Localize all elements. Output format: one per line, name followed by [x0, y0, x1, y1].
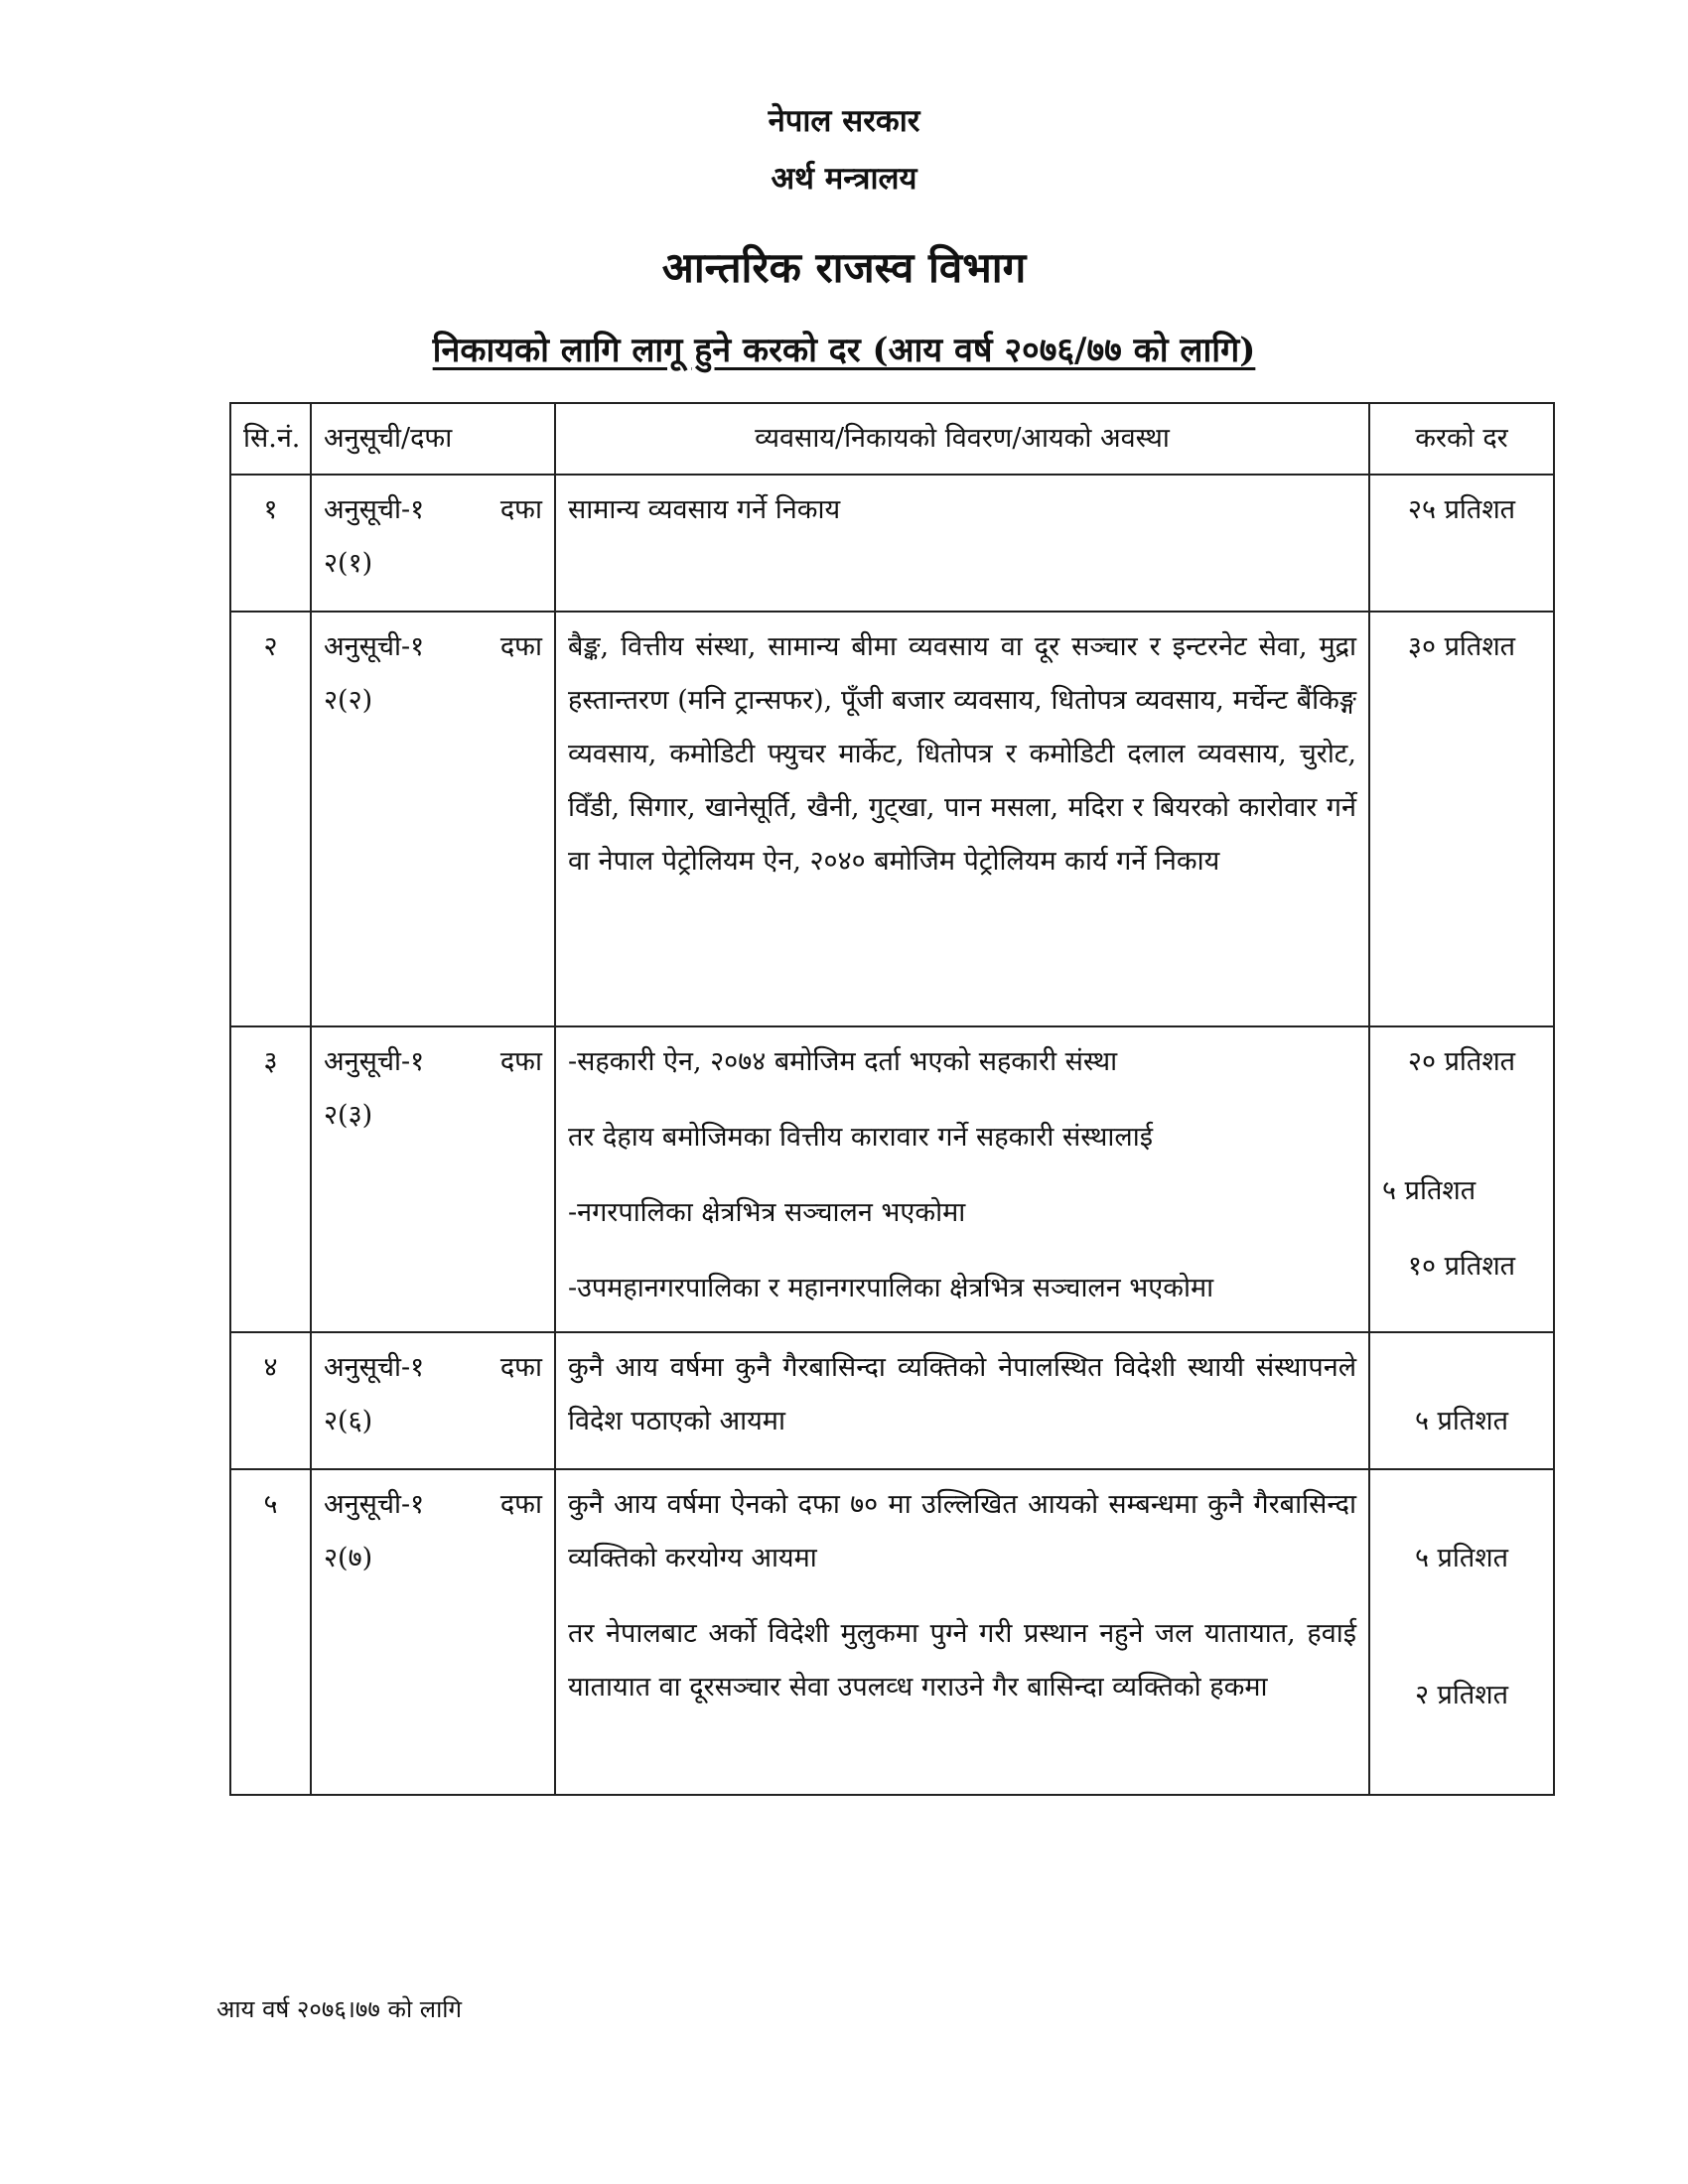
cell-schedule [311, 612, 555, 1026]
header-department: आन्तरिक राजस्व विभाग [661, 243, 1027, 292]
cell-rate [1369, 1469, 1554, 1795]
table-row [230, 1469, 1554, 1795]
schedule-label: अनुसूची-१ [324, 1489, 425, 1520]
rate-value: २ प्रतिशत [1414, 1680, 1509, 1710]
table-row [230, 612, 1554, 1026]
cell-serial-number: ३ [230, 1026, 311, 1332]
cell-schedule [311, 1469, 555, 1795]
cell-rate [1369, 612, 1554, 1026]
rate-value: ५ प्रतिशत [1414, 1543, 1509, 1573]
rate-value: ५ प्रतिशत [1382, 1175, 1477, 1206]
header-tax-rate: करको दर [1369, 403, 1554, 475]
section-label: दफा [499, 631, 542, 662]
description-text: -सहकारी ऐन, २०७४ बमोजिम दर्ता भएको सहकारी संस्था [568, 1046, 1118, 1077]
table-row [230, 475, 1554, 612]
section-label: दफा [499, 1046, 542, 1077]
section-number: २(३) [324, 1100, 373, 1131]
page-footer: आय वर्ष २०७६।७७ को लागि [216, 1995, 463, 2023]
cell-serial-number: १ [230, 475, 311, 612]
rate-value: २५ प्रतिशत [1407, 494, 1516, 525]
cell-schedule [311, 475, 555, 612]
section-label: दफा [499, 494, 542, 525]
schedule-label: अनुसूची-१ [324, 631, 425, 662]
cell-description [555, 1469, 1369, 1795]
header-description: व्यवसाय/निकायको विवरण/आयको अवस्था [555, 403, 1369, 475]
section-label: दफा [499, 1352, 542, 1383]
rate-value: २० प्रतिशत [1407, 1046, 1516, 1077]
description-text: बैङ्क, वित्तीय संस्था, सामान्य बीमा व्यवसाय वा दूर सञ्चार र इन्टरनेट सेवा, मुद्रा हस्तान्तरण (मनि ट्रान्सफर), पूँजी बजार व्यवसाय, धितोपत्र व्यवसाय, मर्चेन्ट बैंकिङ्ग व्यवसाय, कमोडिटी फ्युचर मार्केट, धितोपत्र र कमोडिटी दलाल व्यवसाय, चुरोट, विँडी, सिगार, खानेसूर्ति, खैनी, गुट्खा, पान मसला, मदिरा र बियरको कारोवार गर्ने वा नेपाल पेट्रोलियम ऐन, २०४० बमोजिम पेट्रोलियम कार्य गर्ने निकाय [568, 631, 1356, 877]
table-header-row [230, 403, 1554, 475]
description-text: कुनै आय वर्षमा ऐनको दफा ७० मा उल्लिखित आयको सम्बन्धमा कुनै गैरबासिन्दा व्यक्तिको करयोग्य आयमा [568, 1489, 1356, 1573]
description-text: सामान्य व्यवसाय गर्ने निकाय [568, 494, 841, 525]
description-text: तर देहाय बमोजिमका वित्तीय कारावार गर्ने सहकारी संस्थालाई [568, 1122, 1153, 1153]
header-ministry: अर्थ मन्त्रालय [771, 161, 917, 197]
header-serial-number: सि.नं. [230, 403, 311, 475]
section-number: २(२) [324, 685, 373, 716]
schedule-label: अनुसूची-१ [324, 1352, 425, 1383]
description-text: -उपमहानगरपालिका र महानगरपालिका क्षेत्रभित्र सञ्चालन भएकोमा [568, 1273, 1214, 1303]
rate-value: १० प्रतिशत [1407, 1251, 1516, 1282]
tax-rate-table [229, 402, 1555, 1796]
rate-value: ३० प्रतिशत [1407, 631, 1516, 662]
table-row [230, 1026, 1554, 1332]
schedule-label: अनुसूची-१ [324, 494, 425, 525]
header-schedule: अनुसूची/दफा [311, 403, 555, 475]
section-label: दफा [499, 1489, 542, 1520]
cell-rate [1369, 1026, 1554, 1332]
section-number: २(७) [324, 1543, 373, 1573]
cell-description [555, 1332, 1369, 1469]
cell-description [555, 612, 1369, 1026]
cell-schedule [311, 1026, 555, 1332]
cell-description [555, 475, 1369, 612]
cell-serial-number: ४ [230, 1332, 311, 1469]
cell-schedule [311, 1332, 555, 1469]
rate-value: ५ प्रतिशत [1414, 1406, 1509, 1436]
cell-serial-number: २ [230, 612, 311, 1026]
section-number: २(१) [324, 548, 373, 579]
description-text: तर नेपालबाट अर्को विदेशी मुलुकमा पुग्ने गरी प्रस्थान नहुने जल यातायात, हवाई यातायात वा दूरसञ्चार सेवा उपलव्ध गराउने गैर बासिन्दा व्यक्तिको हकमा [568, 1618, 1356, 1703]
description-text: -नगरपालिका क्षेत्रभित्र सञ्चालन भएकोमा [568, 1197, 966, 1228]
section-number: २(६) [324, 1406, 373, 1436]
header-government: नेपाल सरकार [768, 103, 920, 139]
cell-rate [1369, 1332, 1554, 1469]
table-row [230, 1332, 1554, 1469]
cell-rate [1369, 475, 1554, 612]
description-text: कुनै आय वर्षमा कुनै गैरबासिन्दा व्यक्तिको नेपालस्थित विदेशी स्थायी संस्थापनले विदेश पठाएको आयमा [568, 1352, 1356, 1436]
cell-serial-number: ५ [230, 1469, 311, 1795]
cell-description [555, 1026, 1369, 1332]
document-title: निकायको लागि लागू हुने करको दर (आय वर्ष २०७६/७७ को लागि) [432, 331, 1256, 370]
schedule-label: अनुसूची-१ [324, 1046, 425, 1077]
